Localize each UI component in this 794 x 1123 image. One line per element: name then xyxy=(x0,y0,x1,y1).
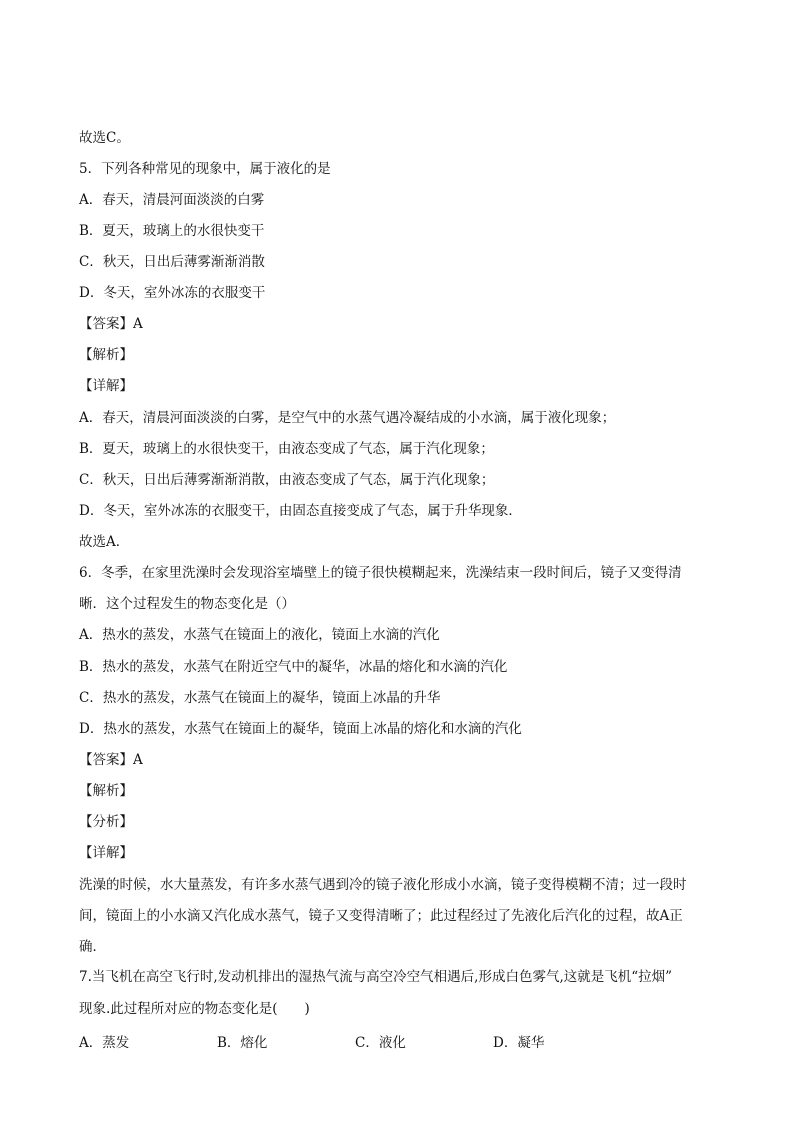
q5-option-a: A．春天，清晨河面淡淡的白雾 xyxy=(79,192,265,208)
q5-option-b: B．夏天，玻璃上的水很快变干 xyxy=(79,223,265,239)
q6-detail-heading: 【详解】 xyxy=(79,845,133,861)
text-line: 故选C。 xyxy=(79,130,130,146)
q7-option-a: A．蒸发 xyxy=(79,1035,130,1051)
q6-option-c: C．热水的蒸发，水蒸气在镜面上的凝华，镜面上冰晶的升华 xyxy=(79,690,441,706)
q5-detail-a: A．春天，清晨河面淡淡的白雾，是空气中的水蒸气遇冷凝结成的小水滴，属于液化现象； xyxy=(79,410,616,426)
q6-option-a: A．热水的蒸发，水蒸气在镜面上的液化，镜面上水滴的汽化 xyxy=(79,627,440,643)
q6-option-d: D．热水的蒸发，水蒸气在镜面上的凝华，镜面上冰晶的熔化和水滴的汽化 xyxy=(79,721,522,737)
q5-detail-d: D．冬天，室外冰冻的衣服变干，由固态直接变成了气态，属于升华现象． xyxy=(79,503,522,519)
q6-analyze-heading: 【分析】 xyxy=(79,814,133,830)
q5-option-d: D．冬天，室外冰冻的衣服变干 xyxy=(79,285,266,301)
q5-detail-c: C．秋天，日出后薄雾渐渐消散，由液态变成了气态，属于汽化现象； xyxy=(79,472,495,488)
q7-option-b: B．熔化 xyxy=(217,1035,268,1051)
question-7-stem-line1: 7.当飞机在高空飞行时,发动机排出的湿热气流与高空冷空气相遇后,形成白色雾气,这就是飞机“拉烟” xyxy=(79,969,673,985)
question-6-stem-line2: 晰．这个过程发生的物态变化是（） xyxy=(79,596,295,612)
q7-option-d: D．凝华 xyxy=(493,1035,545,1051)
q6-answer: 【答案】A xyxy=(79,752,143,768)
q5-analysis-heading: 【解析】 xyxy=(79,347,133,363)
q6-detail-line1: 洗澡的时候，水大量蒸发，有许多水蒸气遇到冷的镜子液化形成小水滴，镜子变得模糊不清；过一段时 xyxy=(79,877,687,893)
question-5-stem: 5．下列各种常见的现象中，属于液化的是 xyxy=(79,161,331,177)
q5-option-c: C．秋天，日出后薄雾渐渐消散 xyxy=(79,254,265,270)
q5-detail-b: B．夏天，玻璃上的水很快变干，由液态变成了气态，属于汽化现象； xyxy=(79,441,494,457)
q5-detail-heading: 【详解】 xyxy=(79,378,133,394)
q5-answer: 【答案】A xyxy=(79,316,143,332)
question-6-stem-line1: 6．冬季，在家里洗澡时会发现浴室墙壁上的镜子很快模糊起来，洗澡结束一段时间后，镜子又变得清 xyxy=(79,565,682,581)
q6-detail-line2: 间，镜面上的小水滴又汽化成水蒸气，镜子又变得清晰了；此过程经过了先液化后汽化的过程，故A正 xyxy=(79,908,683,924)
q6-option-b: B．热水的蒸发，水蒸气在附近空气中的凝华，冰晶的熔化和水滴的汽化 xyxy=(79,659,508,675)
q7-option-c: C．液化 xyxy=(355,1035,406,1051)
q6-detail-line3: 确． xyxy=(79,939,106,955)
q6-analysis-heading: 【解析】 xyxy=(79,783,133,799)
question-7-stem-line2: 现象.此过程所对应的物态变化是( ) xyxy=(79,1001,310,1017)
q5-conclusion: 故选A． xyxy=(79,534,130,550)
